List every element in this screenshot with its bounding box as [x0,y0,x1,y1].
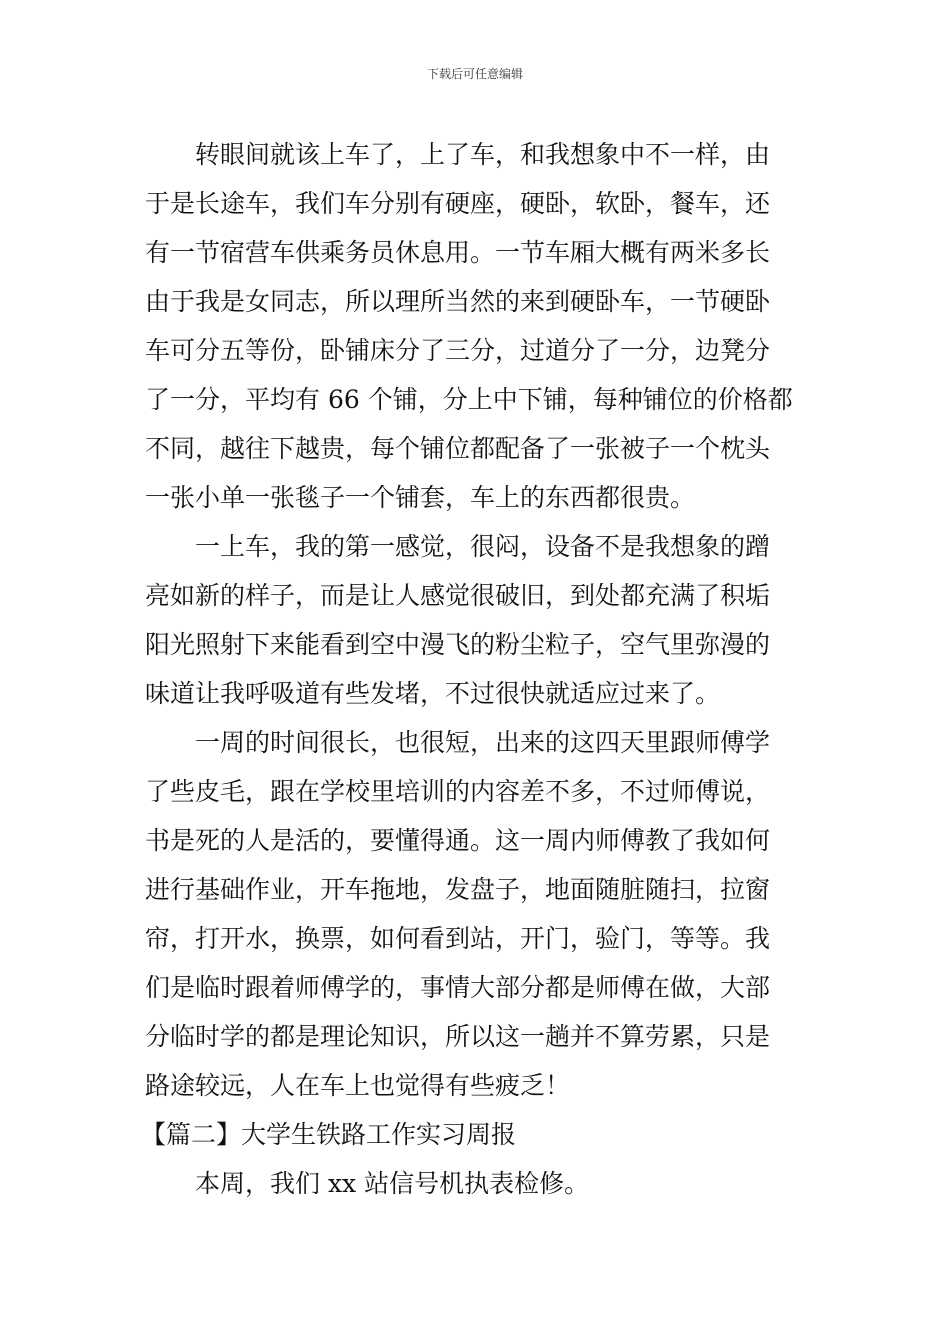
text-line: 进行基础作业，开车拖地，发盘子，地面随脏随扫，拉窗 [145,875,771,904]
paragraph-closing: 本周，我们 xx 站信号机执表检修。 [195,1169,590,1198]
document-body [141,130,810,1208]
text-line: 有一节宿营车供乘务员休息用。一节车厢大概有两米多长 [145,238,771,267]
paragraph-boarding [145,130,810,522]
text-line: 亮如新的样子，而是让人感觉很破旧，到处都充满了积垢 [145,581,771,610]
text-line: 了一分，平均有 66 个铺，分上中下铺，每种铺位的价格都 [145,385,793,414]
text-line: 由于我是女同志，所以理所当然的来到硬卧车，一节硬卧 [145,287,771,316]
section-heading: 【篇二】大学生铁路工作实习周报 [141,1120,517,1149]
text-line: 了些皮毛，跟在学校里培训的内容差不多，不过师傅说， [145,777,771,806]
text-line: 书是死的人是活的，要懂得通。这一周内师傅教了我如何 [145,826,771,855]
text-line: 味道让我呼吸道有些发堵，不过很快就适应过来了。 [145,679,721,708]
text-line: 路途较远，人在车上也觉得有些疲乏！ [145,1071,571,1100]
text-line: 一张小单一张毯子一个铺套，车上的东西都很贵。 [145,483,696,512]
text-line: 一上车，我的第一感觉，很闷，设备不是我想象的蹭 [195,532,771,561]
text-line: 不同，越往下越贵，每个铺位都配备了一张被子一个枕头 [145,434,771,463]
text-line: 分临时学的都是理论知识，所以这一趟并不算劳累，只是 [145,1022,771,1051]
text-line: 一周的时间很长，也很短，出来的这四天里跟师傅学 [195,728,771,757]
paragraph-week-summary [145,718,810,1110]
page-header-note: 下载后可任意编辑 [426,67,523,81]
text-line: 车可分五等份，卧铺床分了三分，过道分了一分，边凳分 [145,336,771,365]
text-line: 于是长途车，我们车分别有硬座，硬卧，软卧，餐车，还 [145,189,771,218]
text-line: 们是临时跟着师傅学的，事情大部分都是师傅在做，大部 [145,973,771,1002]
paragraph-first-impression [145,522,810,718]
text-line: 帘，打开水，换票，如何看到站，开门，验门，等等。我 [145,924,771,953]
text-line: 阳光照射下来能看到空中漫飞的粉尘粒子，空气里弥漫的 [145,630,771,659]
text-line: 转眼间就该上车了，上了车，和我想象中不一样，由 [195,140,771,169]
